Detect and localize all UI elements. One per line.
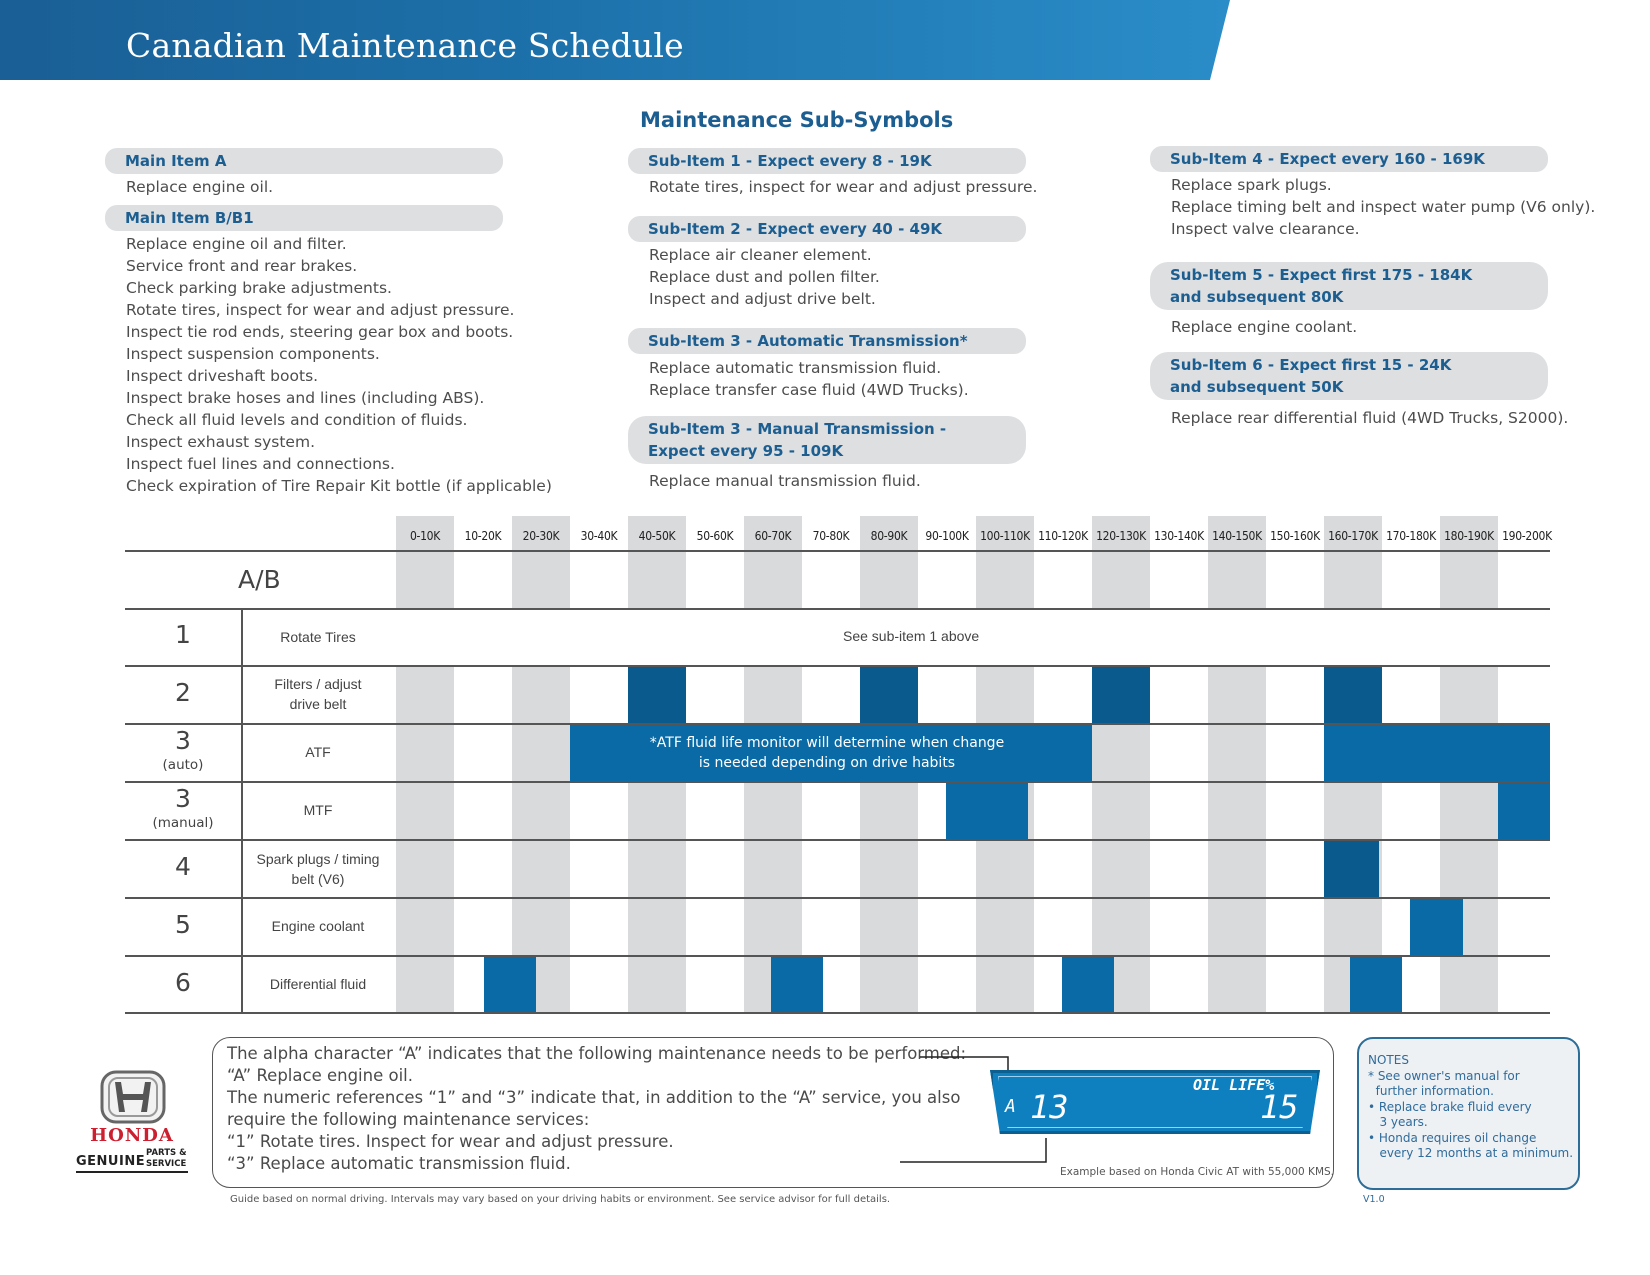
diff-fluid-block	[771, 956, 823, 1012]
ab-row-label: A/B	[238, 565, 281, 594]
col-header: 70-80K	[812, 529, 850, 543]
column-band	[512, 516, 570, 1012]
row1-note: See sub-item 1 above	[843, 628, 980, 644]
row-label: MTF	[303, 802, 333, 818]
sub-item-4-pill: Sub-Item 4 - Expect every 160 - 169K	[1150, 146, 1548, 172]
version-label: V1.0	[1363, 1194, 1385, 1205]
genuine-parts-logo	[76, 1148, 188, 1176]
row-number: 1	[175, 620, 191, 649]
row-divider	[125, 781, 1550, 783]
example-caption: Example based on Honda Civic AT with 55,000 KMS.	[1060, 1166, 1334, 1178]
mtf-block	[1498, 783, 1550, 839]
row-divider	[125, 550, 1550, 552]
interval-block	[628, 667, 686, 723]
col-header: 160-170K	[1328, 529, 1378, 543]
subsymbols-title: Maintenance Sub-Symbols	[640, 108, 954, 132]
col-header: 60-70K	[754, 529, 792, 543]
row-label: Rotate Tires	[280, 629, 356, 645]
col-header: 20-30K	[522, 529, 560, 543]
row-number: 6	[175, 968, 191, 997]
atf-block-late	[1324, 725, 1550, 781]
main-item-a-text: Replace engine oil.	[126, 178, 274, 196]
row-label: Differential fluid	[269, 976, 367, 992]
spark-plug-block	[1324, 841, 1379, 897]
col-header: 40-50K	[638, 529, 676, 543]
col-header: 180-190K	[1444, 529, 1494, 543]
atf-note: *ATF fluid life monitor will determine when change is needed depending on drive habits	[649, 735, 1005, 771]
interval-block	[1324, 667, 1382, 723]
row-divider	[125, 723, 1550, 725]
page-title: Canadian Maintenance Schedule	[126, 26, 684, 65]
sub-item-3-auto-pill: Sub-Item 3 - Automatic Transmission*	[628, 328, 1026, 354]
column-band	[1208, 516, 1266, 1012]
row-number: 3	[175, 726, 191, 755]
col-header: 10-20K	[464, 529, 502, 543]
col-header: 50-60K	[696, 529, 734, 543]
main-item-b-text: Replace engine oil and filter. Service front and rear brakes. Check parking brake adjustments. Rotate tires, inspect for wear and adjust pressure. Inspect tie rod ends, steering gear box and boots. Inspect suspension components. Inspect driveshaft boots. Inspect brake hoses and lines (including ABS). Check all fluid levels and condition of fluids. Inspect exhaust system. Inspect fuel lines and connections. Check expiration of Tire Repair Kit bottle (if applicable)	[126, 235, 552, 495]
col-header: 0-10K	[409, 529, 441, 543]
col-header: 190-200K	[1502, 529, 1552, 543]
row-number: 5	[175, 910, 191, 939]
sub-item-1-text: Rotate tires, inspect for wear and adjust pressure.	[649, 178, 1038, 196]
honda-wordmark: HONDA	[90, 1125, 174, 1146]
col-header: 120-130K	[1096, 529, 1146, 543]
col-header: 110-120K	[1038, 529, 1088, 543]
lcd-code-letter: A	[1005, 1096, 1016, 1117]
parts-label: PARTS &	[146, 1148, 187, 1158]
sub-item-3-manual-pill: Sub-Item 3 - Manual Transmission - Expect every 95 - 109K	[628, 416, 1026, 464]
lcd-oil-life-value: 15	[1260, 1088, 1299, 1126]
column-band	[1092, 516, 1150, 1012]
row-number: 2	[175, 678, 191, 707]
interval-block	[1092, 667, 1150, 723]
row-sub: (manual)	[152, 815, 214, 831]
col-header: 150-160K	[1270, 529, 1320, 543]
col-header: 170-180K	[1386, 529, 1436, 543]
sub-item-2-pill: Sub-Item 2 - Expect every 40 - 49K	[628, 216, 1026, 242]
sub-item-5-pill: Sub-Item 5 - Expect first 175 - 184K and subsequent 80K	[1150, 262, 1548, 310]
genuine-label: GENUINE	[76, 1154, 146, 1169]
row-divider	[125, 897, 1550, 899]
sub-item-2-text: Replace air cleaner element. Replace dust and pollen filter. Inspect and adjust drive belt.	[649, 246, 880, 308]
sub-item-6-pill: Sub-Item 6 - Expect first 15 - 24K and subsequent 50K	[1150, 352, 1548, 400]
col-header: 130-140K	[1154, 529, 1204, 543]
main-item-b-pill: Main Item B/B1	[105, 205, 503, 231]
col-header: 80-90K	[870, 529, 908, 543]
service-label: SERVICE	[146, 1159, 187, 1169]
main-item-a-pill: Main Item A	[105, 148, 503, 174]
notes-text: NOTES * See owner's manual for further information. • Replace brake fluid every 3 years. • Honda requires oil change every 12 months at a minimum.	[1368, 1053, 1574, 1160]
interval-block	[860, 667, 918, 723]
mtf-block	[946, 783, 1028, 839]
sub-item-1-pill: Sub-Item 1 - Expect every 8 - 19K	[628, 148, 1026, 174]
row-divider	[125, 955, 1550, 957]
row-divider	[125, 839, 1550, 841]
row-label: Spark plugs / timing belt (V6)	[256, 851, 380, 887]
diff-fluid-block	[484, 956, 536, 1012]
row-divider	[125, 665, 1550, 667]
coolant-block	[1410, 899, 1463, 955]
sub-item-3-manual-text: Replace manual transmission fluid.	[649, 472, 921, 490]
diff-fluid-block	[1350, 956, 1402, 1012]
diff-fluid-block	[1062, 956, 1114, 1012]
row-label: Filters / adjust drive belt	[274, 676, 362, 712]
column-band	[396, 516, 454, 1012]
oil-life-label: OIL LIFE%	[1193, 1076, 1275, 1094]
row-sub: (auto)	[162, 757, 204, 773]
lcd-code-number: 13	[1030, 1088, 1069, 1126]
sub-item-4-text: Replace spark plugs. Replace timing belt and inspect water pump (V6 only). Inspect valve clearance.	[1171, 176, 1596, 238]
sub-item-3-auto-text: Replace automatic transmission fluid. Replace transfer case fluid (4WD Trucks).	[649, 359, 969, 399]
honda-h-logo	[100, 1070, 166, 1124]
disclaimer: Guide based on normal driving. Intervals may vary based on your driving habits or environment. See service advisor for full details.	[230, 1194, 891, 1205]
col-header: 90-100K	[925, 529, 969, 543]
col-header: 140-150K	[1212, 529, 1262, 543]
row-number: 4	[175, 852, 191, 881]
row-divider	[125, 608, 1550, 610]
row-label: ATF	[305, 744, 331, 760]
col-header: 30-40K	[580, 529, 618, 543]
row-label: Engine coolant	[271, 918, 365, 934]
row-divider	[125, 1012, 1550, 1014]
col-header: 100-110K	[980, 529, 1030, 543]
row-number: 3	[175, 784, 191, 813]
sub-item-6-text: Replace rear differential fluid (4WD Trucks, S2000).	[1171, 409, 1569, 427]
sub-item-5-text: Replace engine coolant.	[1171, 318, 1358, 336]
example-text: The alpha character “A” indicates that the following maintenance needs to be performed: “A” Replace engine oil. The numeric references “1” and “3” indicate that, in addition to the “A” service, you also require the following maintenance services: “1” Rotate tires. Inspect for wear and adjust pressure. “3” Replace automatic transmission fluid.	[227, 1044, 967, 1173]
